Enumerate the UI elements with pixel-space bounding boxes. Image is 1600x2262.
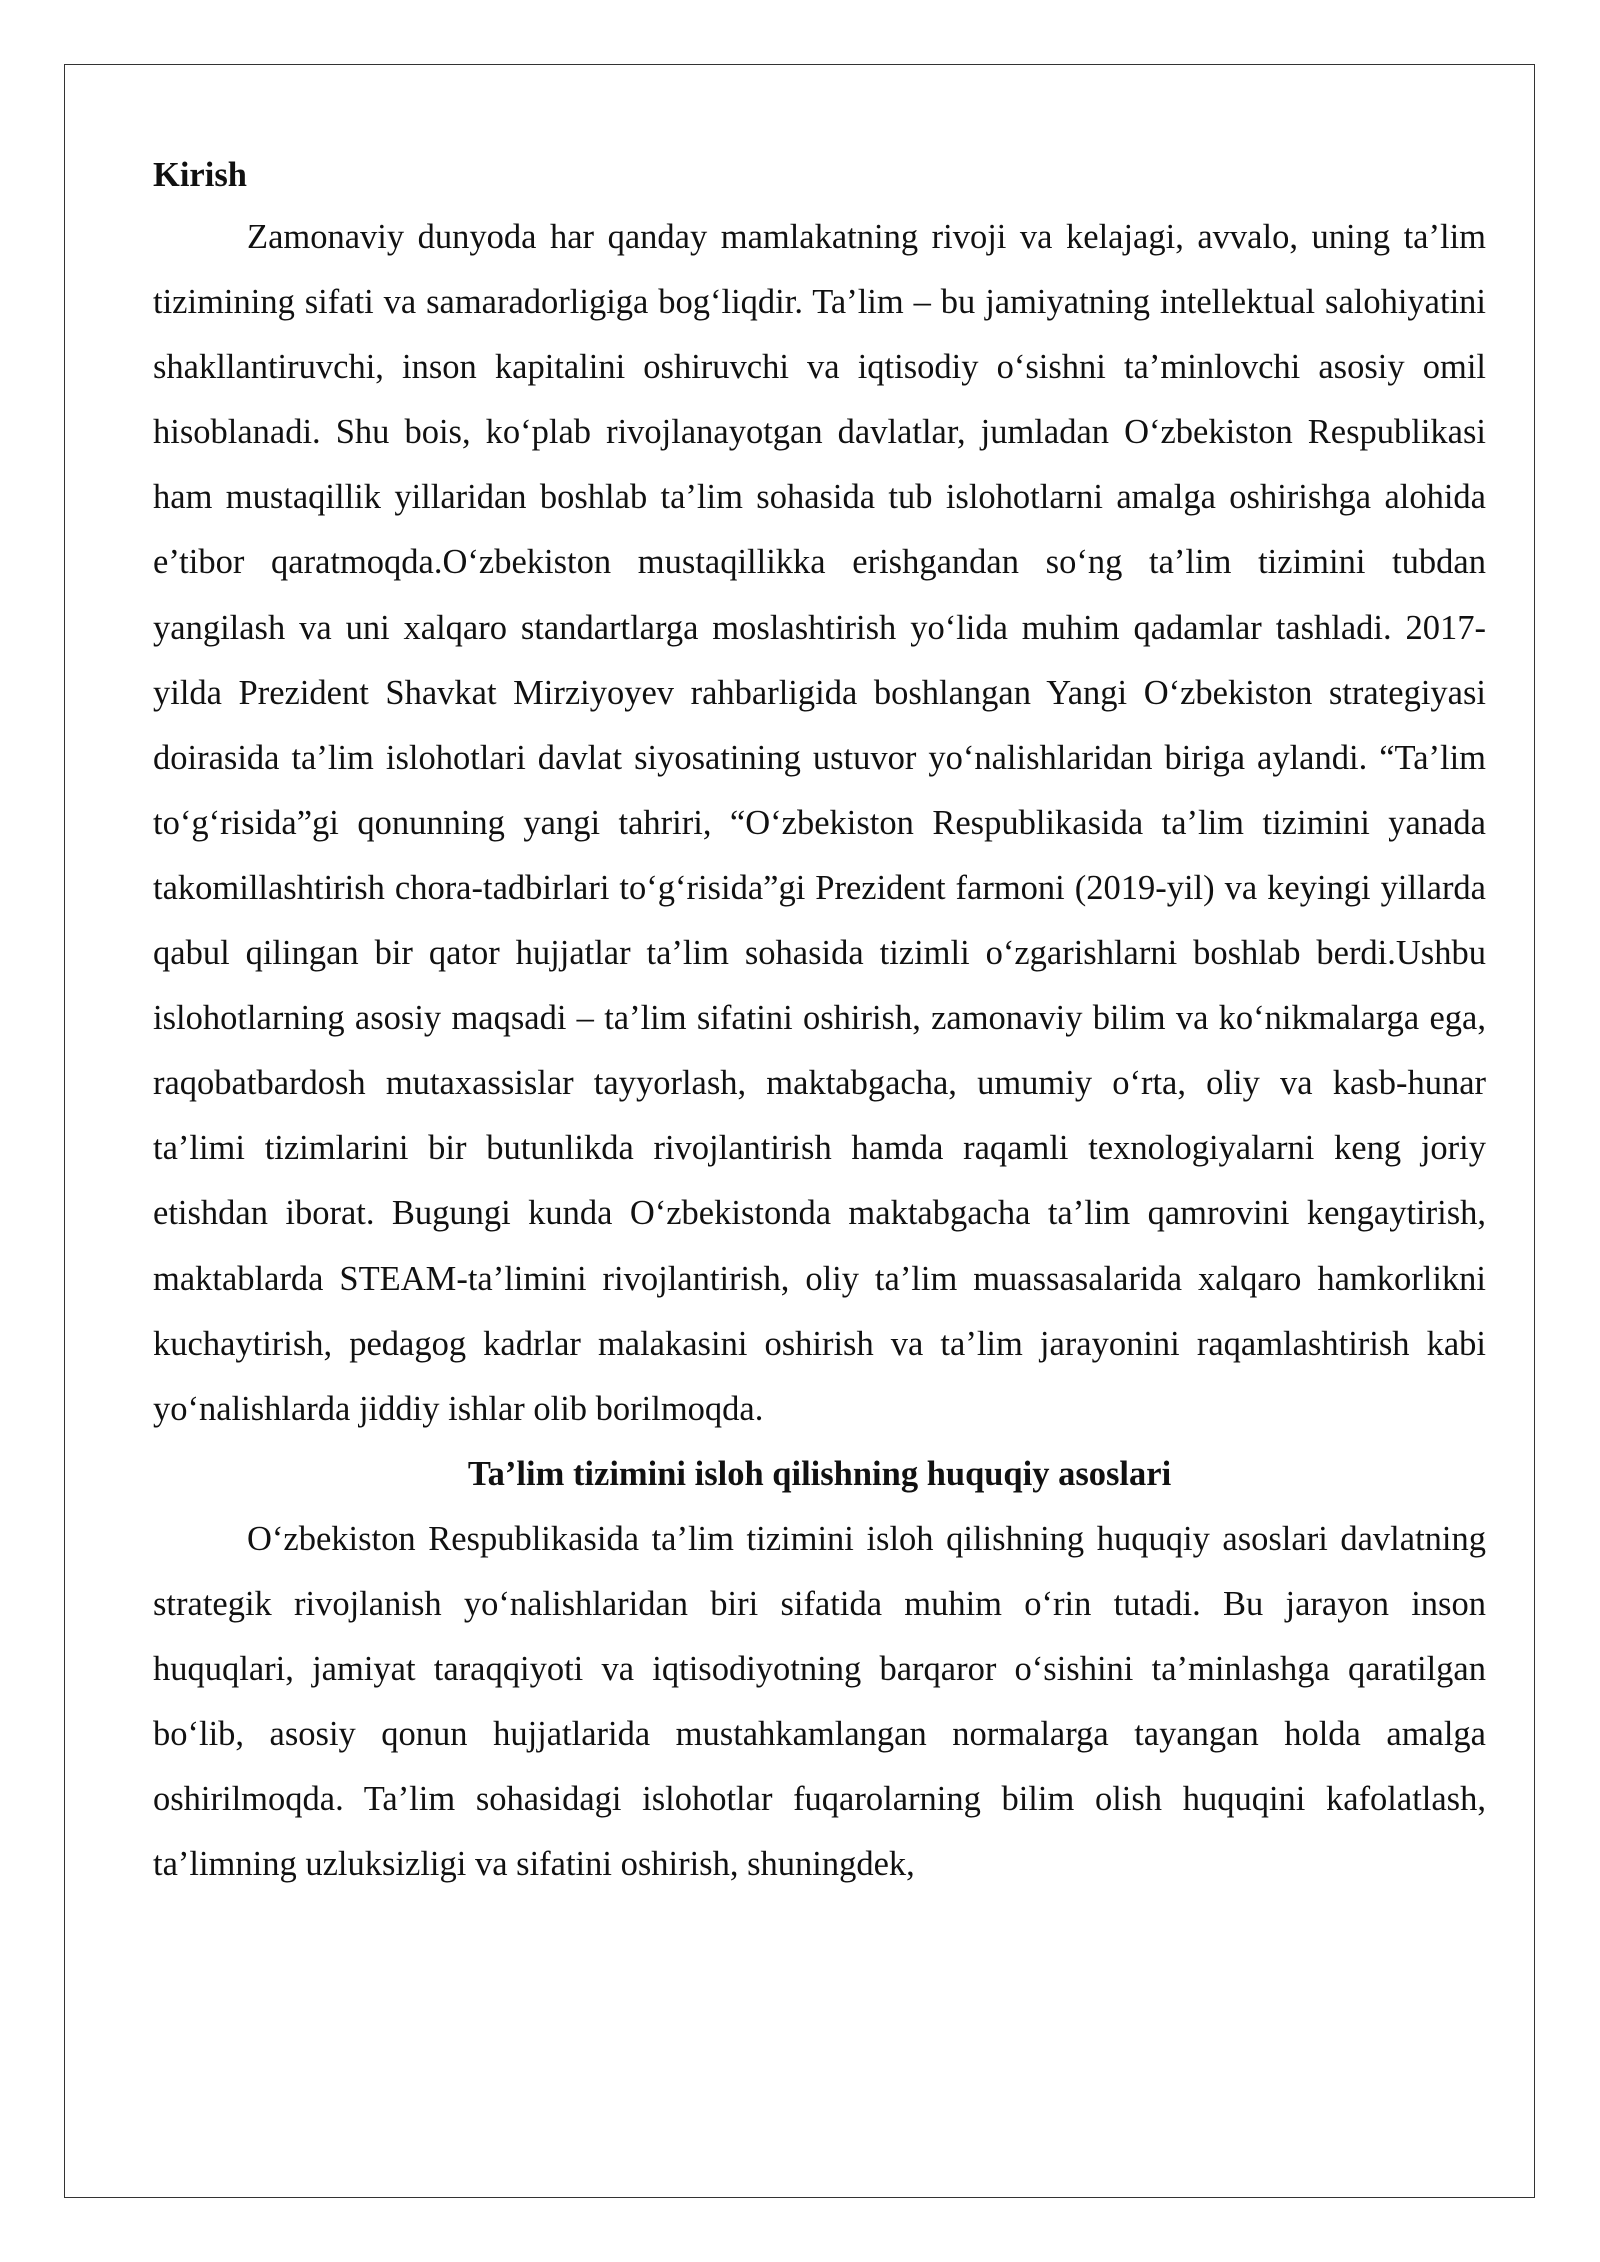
legal-basis-paragraph: O‘zbekiston Respublikasida ta’lim tizimini isloh qilishning huquqiy asoslari davlatning strategik rivojlanish yo‘nalishlaridan biri sifatida muhim o‘rin tutadi. Bu jarayon inson huquqlari, jamiyat taraqqiyoti va iqtisodiyotning barqaror o‘sishini ta’minlashga qaratilgan bo‘lib, asosiy qonun hujjatlarida mustahkamlangan normalarga tayangan holda amalga oshirilmoqda. Ta’lim sohasidagi islohotlar fuqarolarning bilim olish huquqini kafolatlash, ta’limning uzluksizligi va sifatini oshirish, shuningdek, bbox=[153, 1519, 1486, 1884]
intro-paragraph: Zamonaviy dunyoda har qanday mamlakatning rivoji va kelajagi, avvalo, uning ta’lim tizimining sifati va samaradorligiga bog‘liqdir. Ta’lim – bu jamiyatning intellektual salohiyatini shakllantiruvchi, inson kapitalini oshiruvchi va iqtisodiy o‘sishni ta’minlovchi asosiy omil hisoblanadi. Shu bois, ko‘plab rivojlanayotgan davlatlar, jumladan O‘zbekiston Respublikasi ham mustaqillik yillaridan boshlab ta’lim sohasida tub islohotlarni amalga oshirishga alohida e’tibor qaratmoqda.O‘zbekiston mustaqillikka erishgandan so‘ng ta’lim tizimini tubdan yangilash va uni xalqaro standartlarga moslashtirish yo‘lida muhim qadamlar tashladi. 2017-yilda Prezident Shavkat Mirziyoyev rahbarligida boshlangan Yangi O‘zbekiston strategiyasi doirasida ta’lim islohotlari davlat siyosatining ustuvor yo‘nalishlaridan biriga aylandi. “Ta’lim to‘g‘risida”gi qonunning yangi tahriri, “O‘zbekiston Respublikasida ta’lim tizimini yanada takomillashtirish chora-tadbirlari to‘g‘risida”gi Prezident farmoni (2019-yil) va keyingi yillarda qabul qilingan bir qator hujjatlar ta’lim sohasida tizimli o‘zgarishlarni boshlab berdi.Ushbu islohotlarning asosiy maqsadi – ta’lim sifatini oshirish, zamonaviy bilim va ko‘nikmalarga ega, raqobatbardosh mutaxassislar tayyorlash, maktabgacha, umumiy o‘rta, oliy va kasb-hunar ta’limi tizimlarini bir butunlikda rivojlantirish hamda raqamli texnologiyalarni keng joriy etishdan iborat. Bugungi kunda O‘zbekistonda maktabgacha ta’lim qamrovini kengaytirish, maktablarda STEAM-ta’limini rivojlantirish, oliy ta’lim muassasalarida xalqaro hamkorlikni kuchaytirish, pedagog kadrlar malakasini oshirish va ta’lim jarayonini raqamlashtirish kabi yo‘nalishlarda jiddiy ishlar olib borilmoqda. bbox=[153, 218, 1486, 1428]
document-body bbox=[153, 145, 1486, 1897]
section-subheading: Ta’lim tizimini isloh qilishning huquqiy asoslari bbox=[467, 1454, 1172, 1493]
section-title: Kirish bbox=[153, 156, 247, 194]
